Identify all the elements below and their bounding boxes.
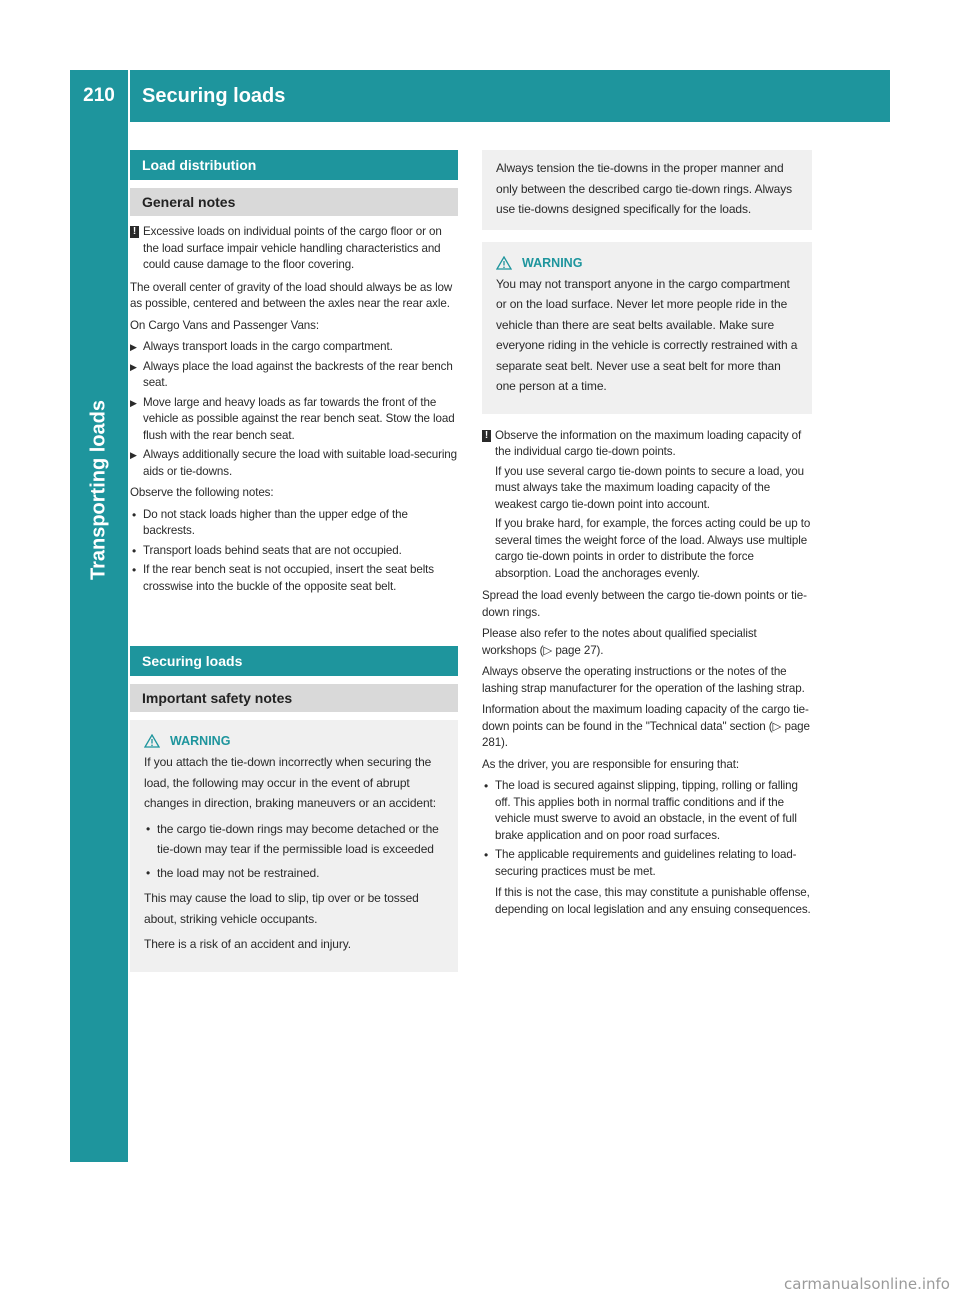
page-title: Securing loads: [142, 85, 286, 107]
list-item: • the load may not be restrained.: [144, 863, 446, 884]
responsibility-list: [482, 778, 812, 880]
info-text: Always tension the tie-downs in the proper manner and only between the described cargo tie-down rings. Always use tie-downs designed specifically for the loads.: [496, 161, 793, 216]
paragraph-observe-notes: Observe the following notes:: [130, 486, 274, 499]
list-item: • The load is secured against slipping, tipping, rolling or falling off. This applies both in normal traffic conditions and if the vehicle must swerve to avoid an obstacle, in the event of full brake application and on poor road surfaces.: [482, 778, 812, 844]
warning-box-tie-down: [130, 720, 458, 972]
list-item: • The applicable requirements and guidelines relating to load-securing practices must be met.: [482, 847, 812, 880]
list-item: • the cargo tie-down rings may become detached or the tie-down may tear if the permissible load is exceeded: [144, 819, 446, 860]
paragraph-technical-data: Information about the maximum loading capacity of the cargo tie-down points can be found in the "Technical data" section (▷ page 281).: [482, 703, 810, 749]
notice-text: Excessive loads on individual points of the cargo floor or on the load surface impair vehicle handling characteristics and could cause damage to the floor covering.: [143, 225, 442, 271]
notes-list: [130, 507, 458, 596]
left-column: [130, 150, 458, 972]
warning-text: You may not transport anyone in the cargo compartment or on the load surface. Never let more people ride in the vehicle than there are seat belts available. Make sure everyone riding in the vehicle is correctly restrained with a separate seat belt. Never use a seat belt for more than one person at a time.: [496, 276, 798, 393]
notice-floor-damage: [130, 224, 458, 274]
list-item: • If the rear bench seat is not occupied, insert the seat belts crosswise into the buckle of the opposite seat belt.: [130, 562, 458, 595]
list-item: ▶ Always transport loads in the cargo compartment.: [130, 339, 458, 356]
list-item: • Transport loads behind seats that are not occupied.: [130, 543, 458, 560]
warning-label: WARNING: [522, 255, 583, 270]
header-divider: [128, 70, 130, 122]
warning-text: If you attach the tie-down incorrectly when securing the load, the following may occur in the event of abrupt changes in direction, braking maneuvers or an accident:: [144, 755, 437, 810]
warning-triangle-icon: [496, 256, 512, 270]
watermark: carmanualsonline.info: [784, 1275, 950, 1293]
side-tab: [70, 122, 128, 1162]
paragraph-lashing-strap: Always observe the operating instructions or the notes of the lashing strap manufacturer for the operation of the lashing strap.: [482, 665, 805, 695]
notice-text: Observe the information on the maximum loading capacity of the individual cargo tie-down points.: [495, 428, 802, 458]
warning-box-passengers: [482, 242, 812, 414]
section-heading-securing-loads: Securing loads: [130, 646, 458, 676]
paragraph-workshops: Please also refer to the notes about qualified specialist workshops (▷ page 27).: [482, 627, 757, 657]
notice-loading-capacity: [482, 428, 812, 583]
right-column: [482, 150, 812, 923]
info-box-tension: [482, 150, 812, 230]
warning-text: This may cause the load to slip, tip over or be tossed about, striking vehicle occupants.: [144, 891, 419, 926]
list-item: • Do not stack loads higher than the upper edge of the backrests.: [130, 507, 458, 540]
paragraph-cargo-vans: On Cargo Vans and Passenger Vans:: [130, 318, 319, 332]
paragraph-center-of-gravity: The overall center of gravity of the load should always be as low as possible, centered and between the axles near the rear axle.: [130, 280, 453, 310]
list-item: ▶ Always place the load against the backrests of the rear bench seat.: [130, 359, 458, 392]
page-number: 210: [83, 85, 115, 106]
notice-text: If you brake hard, for example, the forces acting could be up to several times the weight force of the load. Always use multiple cargo tie-down points in order to distribute the force absorption. Load the anchorages evenly.: [495, 517, 811, 580]
subheading-general-notes: General notes: [130, 188, 458, 216]
exclamation-icon: !: [130, 226, 139, 238]
warning-triangle-icon: [144, 734, 160, 748]
warning-text: There is a risk of an accident and injury.: [144, 937, 352, 951]
instruction-list: [130, 339, 458, 480]
notice-text: If you use several cargo tie-down points to secure a load, you must always take the maximum loading capacity of the weakest cargo tie-down point into account.: [495, 464, 804, 511]
warning-list: [144, 819, 446, 884]
side-tab-label: Transporting loads: [87, 399, 110, 581]
section-heading-load-distribution: Load distribution: [130, 150, 458, 180]
list-item: ▶ Move large and heavy loads as far towards the front of the vehicle as possible against the rear bench seat. Stow the load flush with the rear bench seat.: [130, 395, 458, 445]
warning-label: WARNING: [170, 734, 231, 748]
paragraph-spread-load: Spread the load evenly between the cargo tie-down points or tie-down rings.: [482, 589, 807, 619]
subheading-important-safety-notes: Important safety notes: [130, 684, 458, 712]
paragraph-offense: If this is not the case, this may constitute a punishable offense, depending on local legislation and any ensuing consequences.: [495, 886, 811, 916]
exclamation-icon: !: [482, 430, 491, 442]
list-item: ▶ Always additionally secure the load with suitable load-securing aids or tie-downs.: [130, 447, 458, 480]
paragraph-driver-responsibility: As the driver, you are responsible for ensuring that:: [482, 757, 739, 771]
